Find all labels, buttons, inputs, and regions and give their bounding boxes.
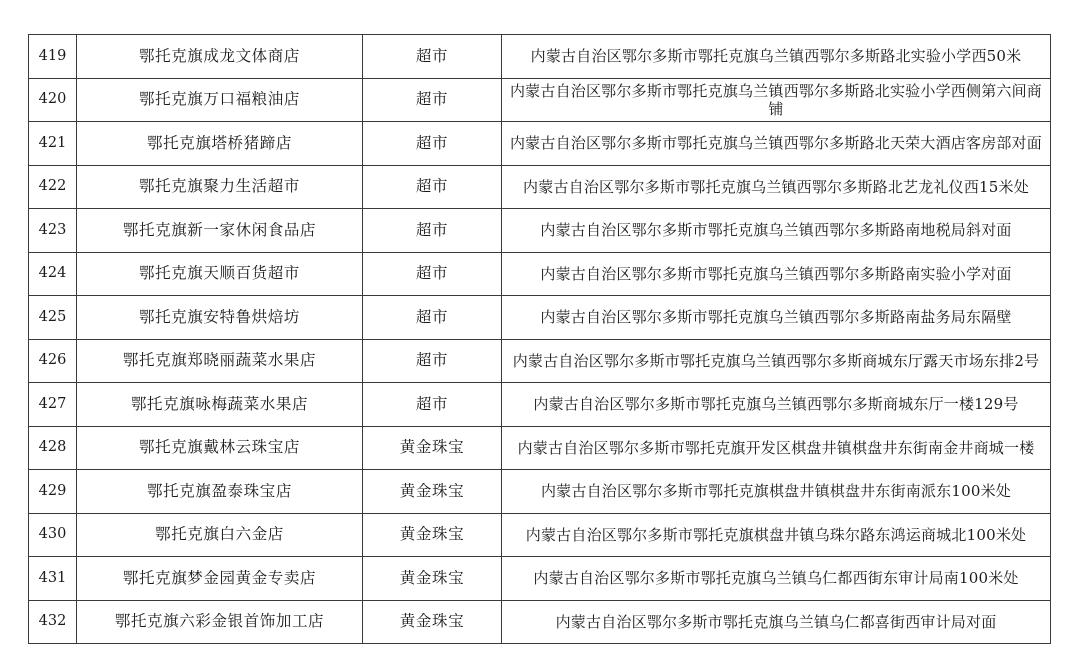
row-number: 425 <box>29 296 77 340</box>
merchant-table-body <box>29 35 1051 644</box>
row-number: 419 <box>29 35 77 79</box>
merchant-address: 内蒙古自治区鄂尔多斯市鄂托克旗乌兰镇西鄂尔多斯路南盐务局东隔壁 <box>502 296 1051 340</box>
merchant-address: 内蒙古自治区鄂尔多斯市鄂托克旗乌兰镇西鄂尔多斯路北实验小学西侧第六间商铺 <box>502 78 1051 122</box>
merchant-address: 内蒙古自治区鄂尔多斯市鄂托克旗乌兰镇乌仁都西街东审计局南100米处 <box>502 557 1051 601</box>
merchant-category: 黄金珠宝 <box>363 557 502 601</box>
merchant-category: 黄金珠宝 <box>363 513 502 557</box>
merchant-category: 黄金珠宝 <box>363 600 502 644</box>
merchant-address: 内蒙古自治区鄂尔多斯市鄂托克旗乌兰镇西鄂尔多斯商城东厅一楼129号 <box>502 383 1051 427</box>
merchant-name: 鄂托克旗六彩金银首饰加工店 <box>77 600 363 644</box>
merchant-category: 超市 <box>363 78 502 122</box>
merchant-address: 内蒙古自治区鄂尔多斯市鄂托克旗棋盘井镇乌珠尔路东鸿运商城北100米处 <box>502 513 1051 557</box>
merchant-name: 鄂托克旗盈泰珠宝店 <box>77 470 363 514</box>
table-row <box>29 513 1051 557</box>
merchant-name: 鄂托克旗成龙文体商店 <box>77 35 363 79</box>
table-row <box>29 470 1051 514</box>
row-number: 429 <box>29 470 77 514</box>
table-row <box>29 122 1051 166</box>
merchant-category: 超市 <box>363 339 502 383</box>
merchant-address: 内蒙古自治区鄂尔多斯市鄂托克旗乌兰镇西鄂尔多斯路南实验小学对面 <box>502 252 1051 296</box>
row-number: 426 <box>29 339 77 383</box>
merchant-address: 内蒙古自治区鄂尔多斯市鄂托克旗乌兰镇西鄂尔多斯路南地税局斜对面 <box>502 209 1051 253</box>
table-row <box>29 426 1051 470</box>
table-row <box>29 35 1051 79</box>
merchant-list-sheet <box>28 34 1050 644</box>
row-number: 424 <box>29 252 77 296</box>
merchant-category: 超市 <box>363 209 502 253</box>
row-number: 421 <box>29 122 77 166</box>
merchant-name: 鄂托克旗咏梅蔬菜水果店 <box>77 383 363 427</box>
merchant-address: 内蒙古自治区鄂尔多斯市鄂托克旗棋盘井镇棋盘井东街南派东100米处 <box>502 470 1051 514</box>
row-number: 427 <box>29 383 77 427</box>
merchant-category: 黄金珠宝 <box>363 426 502 470</box>
table-row <box>29 296 1051 340</box>
row-number: 420 <box>29 78 77 122</box>
merchant-category: 超市 <box>363 122 502 166</box>
table-row <box>29 209 1051 253</box>
table-row <box>29 78 1051 122</box>
table-row <box>29 557 1051 601</box>
merchant-address: 内蒙古自治区鄂尔多斯市鄂托克旗乌兰镇乌仁都喜街西审计局对面 <box>502 600 1051 644</box>
merchant-category: 超市 <box>363 296 502 340</box>
table-row <box>29 383 1051 427</box>
merchant-name: 鄂托克旗聚力生活超市 <box>77 165 363 209</box>
merchant-address: 内蒙古自治区鄂尔多斯市鄂托克旗乌兰镇西鄂尔多斯路北艺龙礼仪西15米处 <box>502 165 1051 209</box>
merchant-address: 内蒙古自治区鄂尔多斯市鄂托克旗乌兰镇西鄂尔多斯商城东厅露天市场东排2号 <box>502 339 1051 383</box>
merchant-address: 内蒙古自治区鄂尔多斯市鄂托克旗乌兰镇西鄂尔多斯路北实验小学西50米 <box>502 35 1051 79</box>
row-number: 431 <box>29 557 77 601</box>
table-row <box>29 339 1051 383</box>
merchant-category: 超市 <box>363 35 502 79</box>
merchant-name: 鄂托克旗戴林云珠宝店 <box>77 426 363 470</box>
merchant-name: 鄂托克旗安特鲁烘焙坊 <box>77 296 363 340</box>
table-row <box>29 252 1051 296</box>
row-number: 430 <box>29 513 77 557</box>
row-number: 423 <box>29 209 77 253</box>
merchant-name: 鄂托克旗梦金园黄金专卖店 <box>77 557 363 601</box>
merchant-name: 鄂托克旗塔桥猪蹄店 <box>77 122 363 166</box>
merchant-name: 鄂托克旗万口福粮油店 <box>77 78 363 122</box>
merchant-name: 鄂托克旗郑晓丽蔬菜水果店 <box>77 339 363 383</box>
row-number: 428 <box>29 426 77 470</box>
row-number: 432 <box>29 600 77 644</box>
merchant-category: 超市 <box>363 252 502 296</box>
row-number: 422 <box>29 165 77 209</box>
merchant-name: 鄂托克旗白六金店 <box>77 513 363 557</box>
merchant-category: 超市 <box>363 165 502 209</box>
merchant-category: 黄金珠宝 <box>363 470 502 514</box>
merchant-name: 鄂托克旗新一家休闲食品店 <box>77 209 363 253</box>
merchant-address: 内蒙古自治区鄂尔多斯市鄂托克旗乌兰镇西鄂尔多斯路北天荣大酒店客房部对面 <box>502 122 1051 166</box>
table-row <box>29 165 1051 209</box>
merchant-table <box>28 34 1051 644</box>
merchant-address: 内蒙古自治区鄂尔多斯市鄂托克旗开发区棋盘井镇棋盘井东街南金井商城一楼 <box>502 426 1051 470</box>
merchant-name: 鄂托克旗天顺百货超市 <box>77 252 363 296</box>
table-row <box>29 600 1051 644</box>
merchant-category: 超市 <box>363 383 502 427</box>
